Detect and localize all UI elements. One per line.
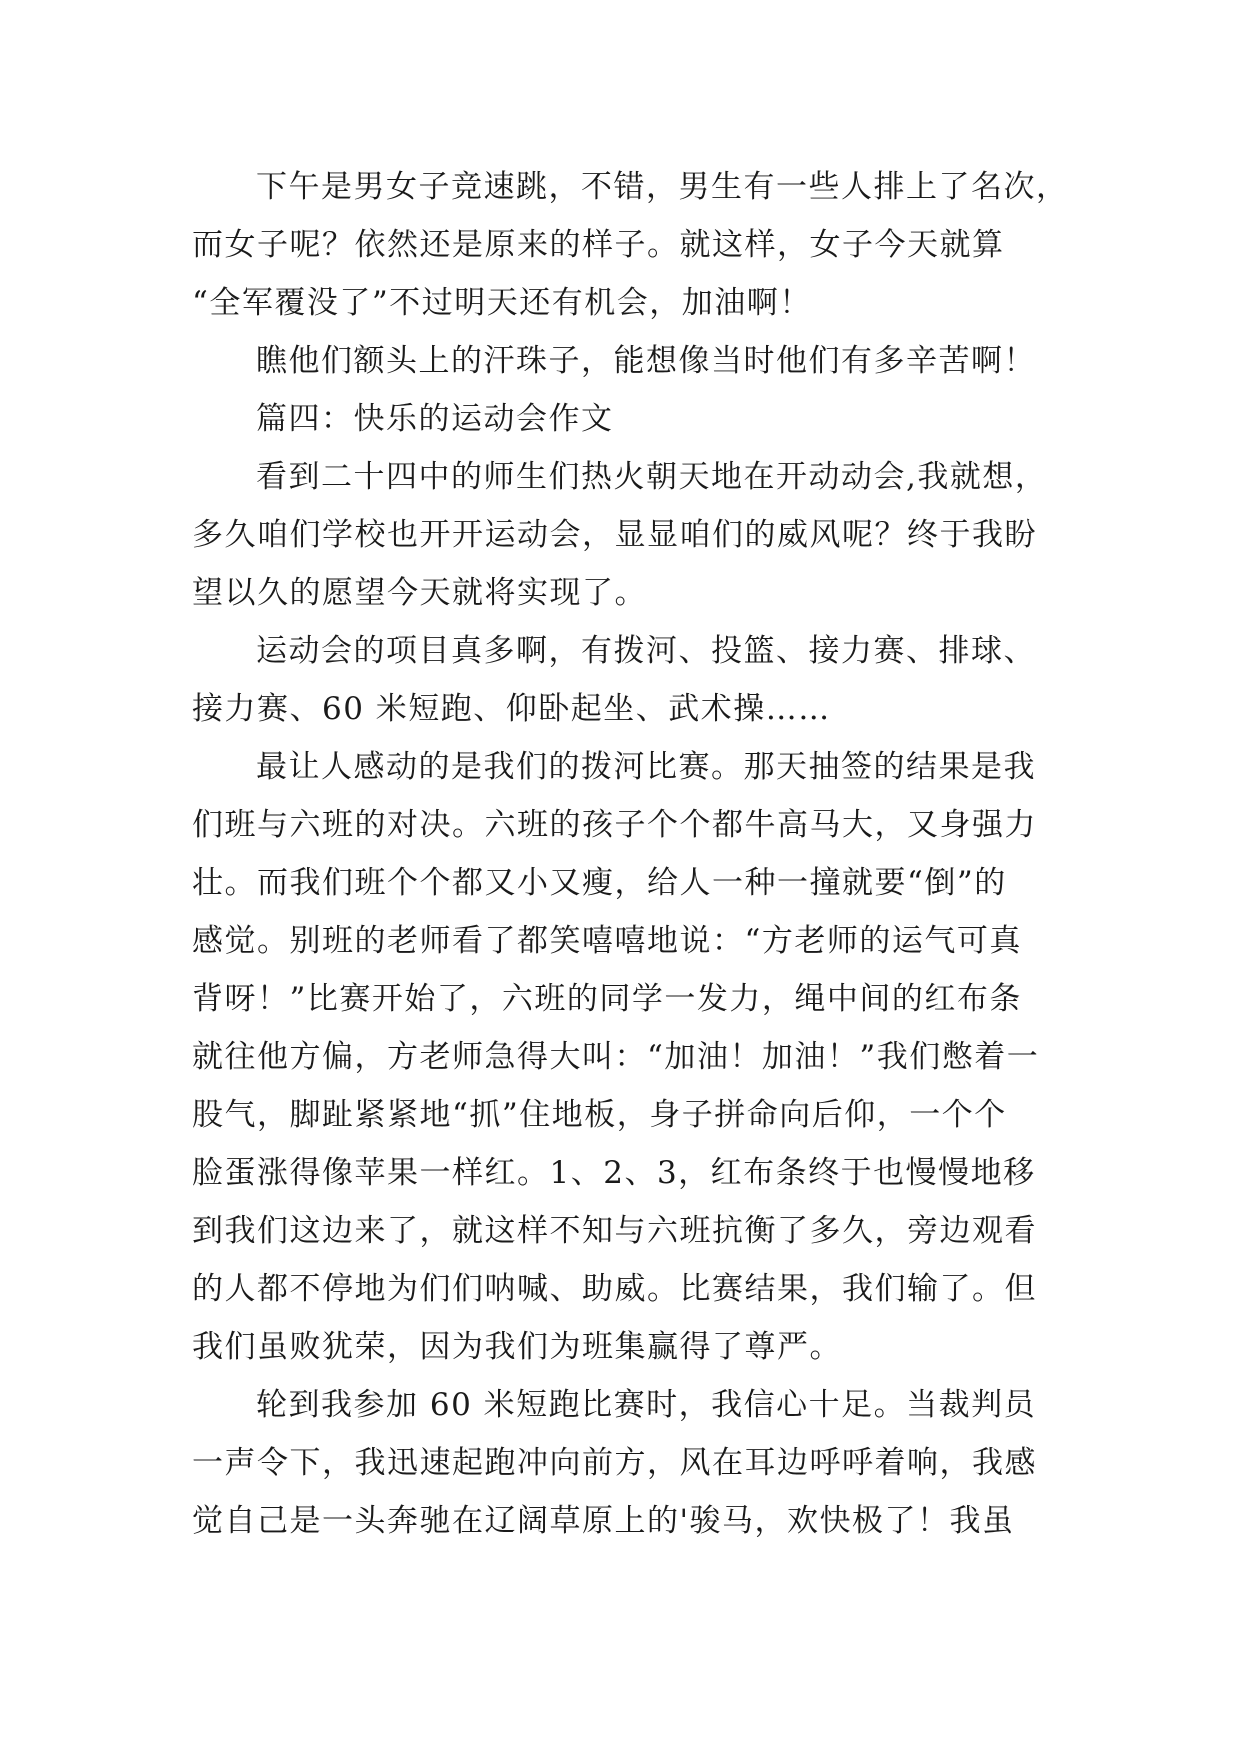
text-line: 望以久的愿望今天就将实现了。 [192, 575, 647, 611]
text-line: 们班与六班的对决。六班的孩子个个都牛高马大，又身强力 [192, 807, 1037, 843]
text-line: 最让人感动的是我们的拨河比赛。那天抽签的结果是我 [256, 749, 1036, 785]
text-line: 股气，脚趾紧紧地“抓”住地板，身子拼命向后仰，一个个 [192, 1097, 1007, 1133]
text-line: 下午是男女子竞速跳，不错，男生有一些人排上了名次， [256, 169, 1069, 205]
text-line: 到我们这边来了，就这样不知与六班抗衡了多久，旁边观看 [192, 1213, 1037, 1249]
text-line: 觉自己是一头奔驰在辽阔草原上的'骏马，欢快极了！我虽 [192, 1503, 1015, 1539]
document-body [192, 158, 1069, 1550]
text-line: 而女子呢？依然还是原来的样子。就这样，女子今天就算 [192, 227, 1005, 263]
text-line: 运动会的项目真多啊，有拨河、投篮、接力赛、排球、 [256, 633, 1036, 669]
text-line: 接力赛、60 米短跑、仰卧起坐、武术操…… [192, 691, 831, 727]
text-line: 我们虽败犹荣，因为我们为班集赢得了尊严。 [192, 1329, 842, 1365]
text-line: “全军覆没了”不过明天还有机会，加油啊！ [192, 285, 812, 321]
text-line: 就往他方偏，方老师急得大叫：“加油！加油！”我们憋着一 [192, 1039, 1040, 1075]
text-line: 多久咱们学校也开开运动会，显显咱们的威风呢？终于我盼 [192, 517, 1037, 553]
text-line: 的人都不停地为们们呐喊、助威。比赛结果，我们输了。但 [192, 1271, 1037, 1307]
text-line: 一声令下，我迅速起跑冲向前方，风在耳边呼呼着响，我感 [192, 1445, 1037, 1481]
text-line: 瞧他们额头上的汗珠子，能想像当时他们有多辛苦啊！ [256, 343, 1036, 379]
text-line: 看到二十四中的师生们热火朝天地在开动动会,我就想， [256, 459, 1048, 495]
text-line: 壮。而我们班个个都又小又瘦，给人一种一撞就要“倒”的 [192, 865, 1007, 901]
section-heading: 篇四：快乐的运动会作文 [256, 401, 614, 437]
text-line: 轮到我参加 60 米短跑比赛时，我信心十足。当裁判员 [256, 1387, 1037, 1423]
text-line: 感觉。别班的老师看了都笑嘻嘻地说：“方老师的运气可真 [192, 923, 1022, 959]
text-line: 背呀！”比赛开始了，六班的同学一发力，绳中间的红布条 [192, 981, 1022, 1017]
text-line: 脸蛋涨得像苹果一样红。1、2、3，红布条终于也慢慢地移 [192, 1155, 1036, 1191]
